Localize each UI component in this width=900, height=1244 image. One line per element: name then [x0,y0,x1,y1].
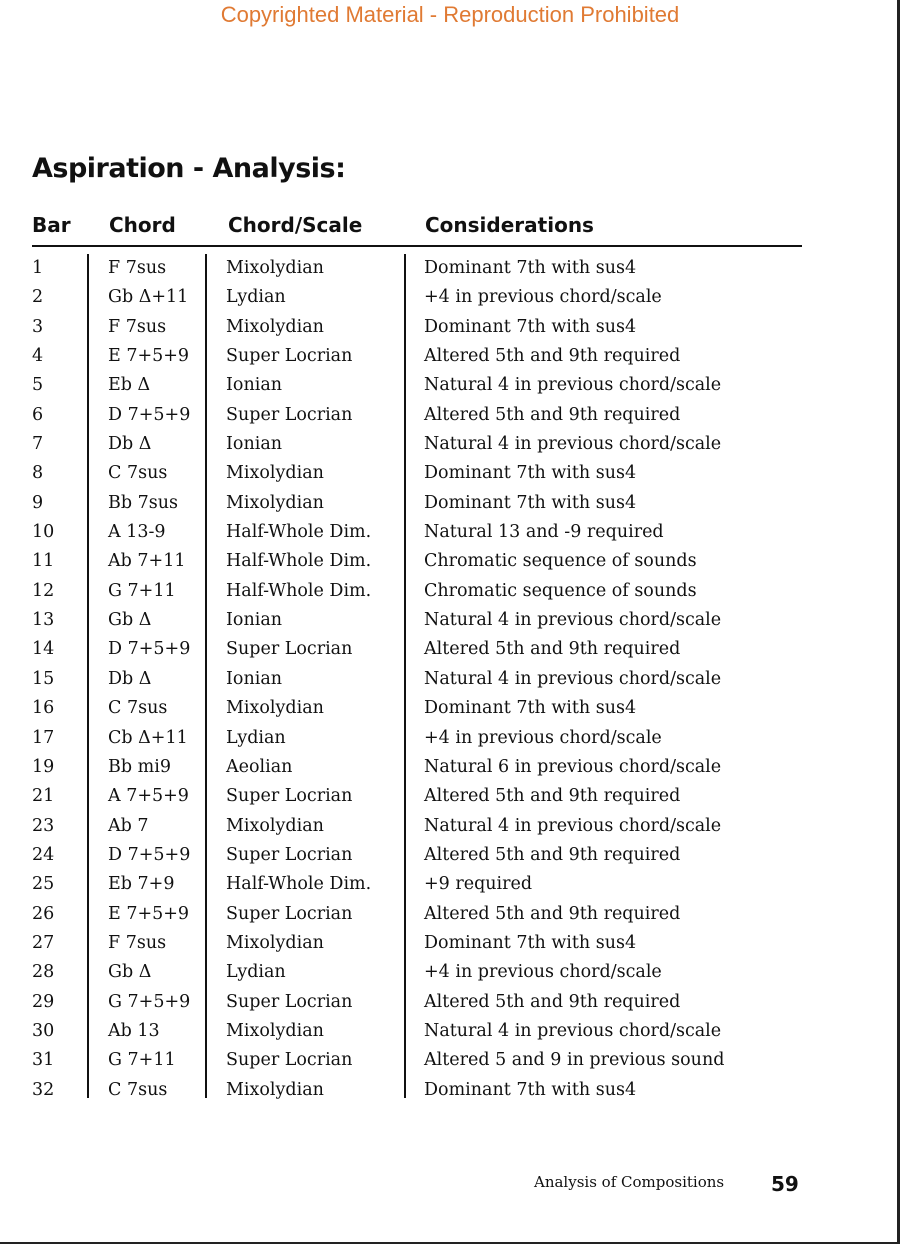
chord-cell: Cb Δ+11 [108,727,188,748]
bar-cell: 14 [32,639,55,660]
table-row [0,254,900,283]
table-row [0,313,900,342]
bar-cell: 8 [32,463,44,484]
considerations-cell: Dominant 7th with sus4 [424,932,637,953]
chord-cell: F 7sus [108,316,167,337]
considerations-cell: Chromatic sequence of sounds [424,551,697,572]
chord-cell: Gb Δ [108,962,152,983]
chord-scale-cell: Super Locrian [226,404,353,425]
chord-scale-cell: Super Locrian [226,346,353,367]
table-row [0,988,900,1017]
considerations-cell: +9 required [424,874,533,895]
page-number: 59 [771,1172,799,1196]
bar-cell: 25 [32,874,55,895]
chord-cell: Db Δ [108,668,152,689]
table-row [0,577,900,606]
chord-scale-cell: Mixolydian [226,1020,324,1041]
chord-scale-cell: Mixolydian [226,316,324,337]
table-row [0,1076,900,1105]
chord-scale-cell: Half-Whole Dim. [226,522,372,543]
chord-cell: E 7+5+9 [108,903,190,924]
considerations-cell: Altered 5th and 9th required [424,786,681,807]
chord-scale-cell: Mixolydian [226,463,324,484]
considerations-cell: Natural 13 and -9 required [424,522,664,543]
bar-cell: 10 [32,522,55,543]
bar-cell: 4 [32,346,44,367]
chord-cell: Ab 13 [108,1020,160,1041]
considerations-cell: Natural 4 in previous chord/scale [424,610,722,631]
chord-cell: D 7+5+9 [108,844,191,865]
bar-cell: 21 [32,786,55,807]
considerations-cell: Dominant 7th with sus4 [424,258,637,278]
table-row [0,459,900,488]
considerations-cell: Natural 6 in previous chord/scale [424,756,722,777]
page-title: Aspiration - Analysis: [32,153,346,184]
considerations-cell: Natural 4 in previous chord/scale [424,375,722,396]
chord-scale-cell: Super Locrian [226,786,353,807]
chord-scale-cell: Mixolydian [226,815,324,836]
chord-cell: C 7sus [108,1079,168,1100]
considerations-cell: Natural 4 in previous chord/scale [424,1020,722,1041]
considerations-cell: Dominant 7th with sus4 [424,463,637,484]
considerations-cell: Altered 5th and 9th required [424,346,681,367]
chord-scale-cell: Super Locrian [226,1050,353,1071]
chord-scale-cell: Mixolydian [226,258,324,278]
table-row [0,665,900,694]
chord-scale-cell: Lydian [226,962,286,983]
chord-cell: E 7+5+9 [108,346,190,367]
table-row [0,283,900,312]
table-row [0,694,900,723]
table-row [0,1046,900,1075]
chord-scale-cell: Ionian [226,375,283,396]
chord-cell: F 7sus [108,258,167,278]
considerations-cell: Altered 5th and 9th required [424,404,681,425]
bar-cell: 26 [32,903,55,924]
chord-scale-cell: Mixolydian [226,1079,324,1100]
considerations-cell: Altered 5th and 9th required [424,903,681,924]
chord-scale-cell: Ionian [226,434,283,455]
table-row [0,371,900,400]
considerations-cell: Chromatic sequence of sounds [424,580,697,601]
table-row [0,870,900,899]
header-chord-scale: Chord/Scale [228,213,363,237]
bar-cell: 31 [32,1050,55,1071]
chord-cell: Gb Δ [108,610,152,631]
chord-scale-cell: Half-Whole Dim. [226,580,372,601]
bar-cell: 24 [32,844,55,865]
chord-scale-cell: Lydian [226,287,286,308]
considerations-cell: Altered 5 and 9 in previous sound [424,1050,725,1071]
chord-cell: Eb 7+9 [108,874,175,895]
table-header [32,213,802,247]
bar-cell: 6 [32,404,44,425]
table-row [0,958,900,987]
chord-scale-cell: Super Locrian [226,991,353,1012]
chord-cell: D 7+5+9 [108,639,191,660]
considerations-cell: +4 in previous chord/scale [424,287,662,308]
bar-cell: 23 [32,815,55,836]
bar-cell: 2 [32,287,44,308]
considerations-cell: Dominant 7th with sus4 [424,1079,637,1100]
chord-cell: G 7+11 [108,1050,176,1071]
table-row [0,518,900,547]
header-bar: Bar [32,213,71,237]
chord-cell: A 7+5+9 [108,786,189,807]
considerations-cell: +4 in previous chord/scale [424,727,662,748]
chord-cell: Ab 7 [108,815,149,836]
table-row [0,489,900,518]
table-row [0,401,900,430]
chord-scale-cell: Super Locrian [226,639,353,660]
considerations-cell: +4 in previous chord/scale [424,962,662,983]
considerations-cell: Natural 4 in previous chord/scale [424,668,722,689]
chord-cell: G 7+5+9 [108,991,191,1012]
considerations-cell: Altered 5th and 9th required [424,639,681,660]
table-row [0,547,900,576]
table-row [0,753,900,782]
table-row [0,606,900,635]
table-row [0,900,900,929]
chord-scale-cell: Mixolydian [226,698,324,719]
chord-scale-cell: Mixolydian [226,492,324,513]
considerations-cell: Altered 5th and 9th required [424,991,681,1012]
bar-cell: 32 [32,1079,55,1100]
chord-cell: F 7sus [108,932,167,953]
bar-cell: 5 [32,375,44,396]
bar-cell: 13 [32,610,55,631]
considerations-cell: Dominant 7th with sus4 [424,698,637,719]
considerations-cell: Dominant 7th with sus4 [424,492,637,513]
considerations-cell: Dominant 7th with sus4 [424,316,637,337]
analysis-table-body [0,254,900,1105]
table-row [0,929,900,958]
chord-cell: G 7+11 [108,580,176,601]
chord-scale-cell: Ionian [226,610,283,631]
bar-cell: 29 [32,991,55,1012]
considerations-cell: Natural 4 in previous chord/scale [424,434,722,455]
header-considerations: Considerations [425,213,594,237]
chord-cell: C 7sus [108,463,168,484]
considerations-cell: Natural 4 in previous chord/scale [424,815,722,836]
bar-cell: 3 [32,316,44,337]
chord-cell: Gb Δ+11 [108,287,189,308]
bar-cell: 28 [32,962,55,983]
chord-cell: Ab 7+11 [108,551,186,572]
chord-scale-cell: Ionian [226,668,283,689]
header-chord: Chord [109,213,176,237]
bar-cell: 12 [32,580,55,601]
table-row [0,430,900,459]
chord-scale-cell: Aeolian [226,756,293,777]
table-row [0,782,900,811]
footer-section-title: Analysis of Compositions [534,1173,725,1191]
chord-scale-cell: Mixolydian [226,932,324,953]
bar-cell: 16 [32,698,55,719]
table-row [0,724,900,753]
chord-cell: Eb Δ [108,375,151,396]
bar-cell: 15 [32,668,55,689]
bar-cell: 19 [32,756,55,777]
bar-cell: 17 [32,727,55,748]
chord-cell: Bb mi9 [108,756,171,777]
bar-cell: 30 [32,1020,55,1041]
chord-cell: Bb 7sus [108,492,178,513]
chord-scale-cell: Half-Whole Dim. [226,551,372,572]
chord-cell: A 13-9 [108,522,166,543]
table-row [0,1017,900,1046]
considerations-cell: Altered 5th and 9th required [424,844,681,865]
chord-cell: C 7sus [108,698,168,719]
bar-cell: 11 [32,551,55,572]
chord-cell: D 7+5+9 [108,404,191,425]
bar-cell: 9 [32,492,44,513]
bar-cell: 7 [32,434,44,455]
bar-cell: 1 [32,258,44,278]
copyright-watermark: Copyrighted Material - Reproduction Prohibited [220,2,680,27]
table-row [0,841,900,870]
chord-scale-cell: Super Locrian [226,844,353,865]
chord-scale-cell: Lydian [226,727,286,748]
table-row [0,342,900,371]
table-row [0,812,900,841]
bar-cell: 27 [32,932,55,953]
table-row [0,635,900,664]
chord-scale-cell: Half-Whole Dim. [226,874,372,895]
chord-cell: Db Δ [108,434,152,455]
chord-scale-cell: Super Locrian [226,903,353,924]
